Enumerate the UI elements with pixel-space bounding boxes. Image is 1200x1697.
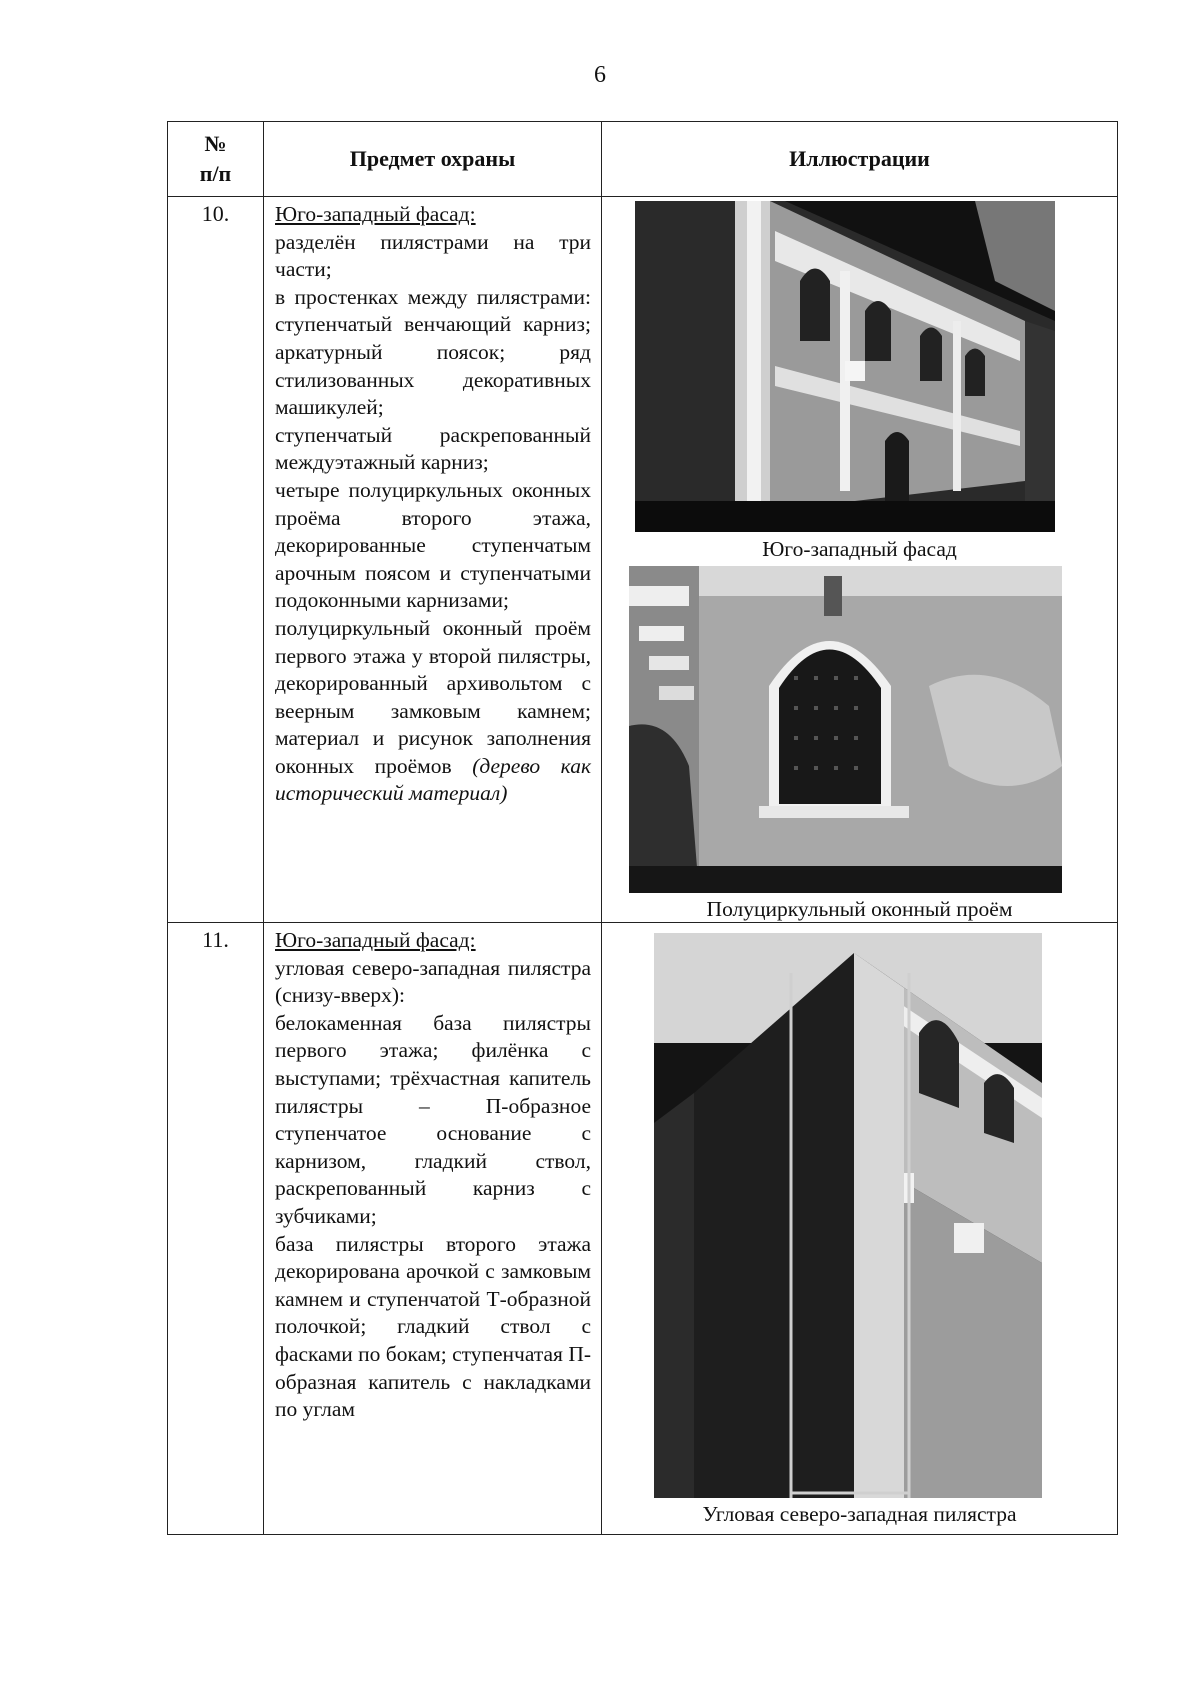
- subject-paragraph-text: полуциркульный оконный проём первого этажа у второй пилястры, декорированный архивольтом с веерным замковым камнем; материал и рисунок заполнения оконных проёмов: [275, 615, 591, 778]
- header-number-line2: п/п: [199, 161, 232, 186]
- table-row-11: [168, 923, 1118, 1535]
- header-number: [168, 122, 264, 197]
- table-row-10: [168, 197, 1118, 923]
- subject-paragraph: [275, 615, 591, 808]
- pilaster-photo: [654, 933, 1042, 1498]
- subject-paragraph: база пилястры второго этажа декорирована арочкой с замковым камнем и ступенчатой Т-образной полочкой; гладкий ствол с фасками по бокам; ступенчатая П-образная капитель с накладками по углам: [275, 1231, 592, 1422]
- row-illustrations: [602, 197, 1118, 923]
- row-illustrations: [602, 923, 1118, 1535]
- subject-paragraph: угловая северо-западная пилястра (снизу-вверх):: [275, 955, 591, 1008]
- row-subject: [264, 197, 602, 923]
- material-note: (дерево как исторический материал): [275, 753, 592, 806]
- pilaster-photo-image: [654, 933, 1042, 1498]
- facade-photo-image: [635, 201, 1055, 532]
- facade-photo: [635, 201, 1055, 532]
- subject-paragraph: ступенчатый раскрепованный междуэтажный карниз;: [275, 422, 591, 475]
- page-number: 6: [594, 62, 606, 88]
- header-illustrations: Иллюстрации: [602, 122, 1118, 197]
- photo-caption: Юго-западный фасад: [762, 537, 957, 561]
- row-subject: [264, 923, 602, 1535]
- window-photo: [629, 566, 1062, 893]
- subject-paragraph: в простенках между пилястрами: ступенчатый венчающий карниз; аркатурный поясок; ряд стилизованных декоративных машикулей;: [275, 284, 591, 420]
- subject-paragraph: белокаменная база пилястры первого этажа; филёнка с выступами; трёхчастная капитель пилястры – П-образное ступенчатое основание с карнизом, гладкий ствол, раскрепованный карниз с зубчиками;: [275, 1010, 591, 1228]
- protection-subject-table: [167, 121, 1118, 1535]
- window-photo-image: [629, 566, 1062, 893]
- photo-caption: Полуциркульный оконный проём: [706, 897, 1013, 921]
- row-number: 10.: [168, 197, 264, 923]
- subject-paragraph: разделён пилястрами на три части;: [275, 229, 591, 282]
- subject-paragraph: четыре полуциркульных оконных проёма второго этажа, декорированные ступенчатым арочным поясом и ступенчатыми подоконными карнизами;: [275, 477, 591, 613]
- row-number: 11.: [168, 923, 264, 1535]
- subject-heading: Юго-западный фасад:: [275, 928, 476, 952]
- subject-heading: Юго-западный фасад:: [275, 202, 476, 226]
- table-header-row: [168, 122, 1118, 197]
- header-number-line1: №: [204, 131, 227, 156]
- header-subject: Предмет охраны: [264, 122, 602, 197]
- photo-caption: Угловая северо-западная пилястра: [702, 1502, 1017, 1526]
